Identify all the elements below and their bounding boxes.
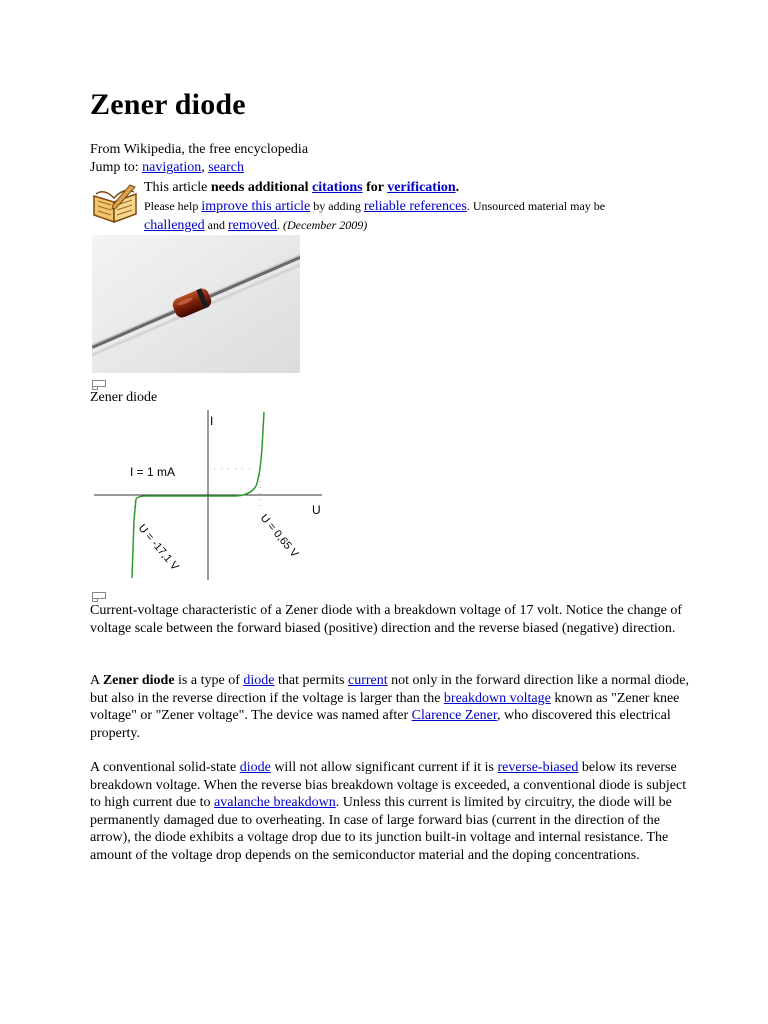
p2-text: below its reverse breakdown voltage. When the reverse bias breakdown voltage is exceeded, a conventional diode is subject to high current due to (90, 760, 687, 810)
notice-text: This article (144, 180, 211, 195)
p1-text: , who discovered this electrical property. (90, 708, 671, 741)
p1-text: known as "Zener knee voltage" or "Zener voltage". The device was named after (90, 690, 680, 723)
p1-text: A (90, 673, 103, 688)
reverse-biased-link[interactable]: reverse-biased (497, 760, 579, 775)
clarence-zener-link[interactable]: Clarence Zener (411, 708, 497, 723)
paragraph-intro (90, 672, 690, 742)
paragraph-conventional (90, 759, 690, 864)
avalanche-breakdown-link[interactable]: avalanche breakdown (214, 795, 336, 810)
forward-voltage-annotation: U = 0,65 V (257, 512, 301, 560)
reverse-voltage-annotation: U = -17,1 V (135, 522, 181, 573)
notice-for: for (362, 180, 388, 195)
current-annotation: I = 1 mA (130, 465, 176, 479)
notice-by: by adding (310, 199, 364, 213)
notice-date: (December 2009) (282, 218, 368, 232)
verification-link[interactable]: verification (387, 180, 456, 195)
x-axis-label: U (312, 503, 321, 517)
notice-line-3 (144, 216, 684, 235)
zener-diode-photo[interactable] (92, 235, 300, 373)
y-axis-label: I (210, 414, 214, 428)
p2-text: A conventional solid-state (90, 760, 240, 775)
page-title: Zener diode (90, 88, 246, 121)
notice-and: and (204, 218, 228, 232)
from-line: From Wikipedia, the free encyclopedia (90, 142, 309, 157)
notice-line-2 (144, 197, 684, 216)
jump-to-label: Jump to: (90, 160, 143, 175)
iv-characteristic-chart[interactable] (94, 410, 334, 582)
current-link[interactable]: current (347, 673, 388, 688)
challenged-link[interactable]: challenged (144, 218, 205, 233)
p1-bold: Zener diode (102, 673, 175, 688)
p2-text: . Unless this current is limited by circuitry, the diode will be permanently damaged due to overheating. In case of large forward bias (current in the direction of the arrow), the diode exhibits a voltage drop due to its junction built-in voltage and internal resistance. The amount of the voltage drop depends on the semiconductor material and the doping concentrations. (90, 795, 672, 863)
p1-text: that permits (274, 673, 348, 688)
removed-link[interactable]: removed (227, 218, 277, 233)
refimprove-notice (144, 179, 684, 235)
diode-link[interactable]: diode (243, 673, 275, 688)
notice-please: Please help (144, 199, 202, 213)
p2-text: will not allow significant current if it is (270, 760, 498, 775)
magnify-icon[interactable] (92, 380, 106, 390)
search-link[interactable]: search (208, 160, 244, 175)
chart-caption: Current-voltage characteristic of a Zener diode with a breakdown voltage of 17 volt. Notice the change of voltage scale between the forward biased (positive) direction and the reverse biased (negative) direction. (90, 603, 683, 636)
p1-text: is a type of (174, 673, 244, 688)
jump-separator: , (201, 160, 209, 175)
photo-caption: Zener diode (90, 390, 158, 405)
notice-bold: needs additional (210, 180, 309, 195)
improve-article-link[interactable]: improve this article (201, 199, 311, 214)
notice-dot: . (455, 180, 460, 195)
notice-unsourced: . Unsourced material may be (466, 199, 606, 213)
p1-text: not only in the forward direction like a normal diode, but also in the reverse direction if the voltage is larger than the (90, 673, 689, 706)
notice-dot-2: . (276, 218, 283, 232)
diode-link[interactable]: diode (239, 760, 271, 775)
citations-link[interactable]: citations (312, 180, 363, 195)
notice-line-1 (144, 179, 684, 197)
open-book-icon (90, 182, 140, 224)
jump-to-line (90, 160, 244, 176)
navigation-link[interactable]: navigation (142, 160, 202, 175)
magnify-icon[interactable] (92, 592, 106, 602)
breakdown-voltage-link[interactable]: breakdown voltage (443, 690, 551, 706)
reliable-references-link[interactable]: reliable references (363, 199, 467, 214)
